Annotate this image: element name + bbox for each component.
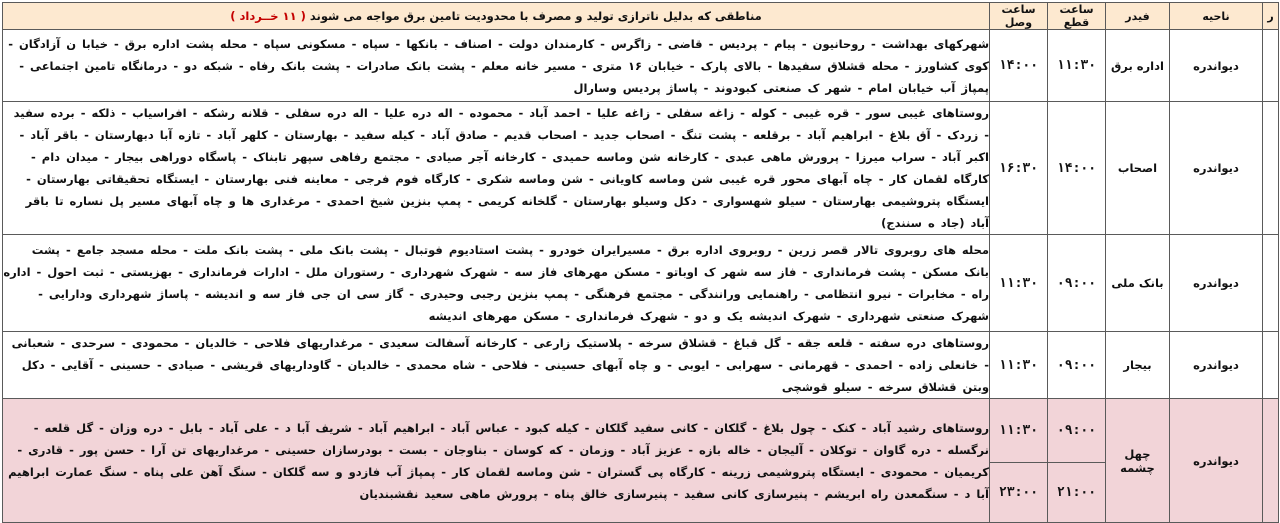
affected-areas-cell: روستاهای غیبی سور - قره غیبی - کوله - زاغه سفلی - زاغه علیا - احمد آباد - محموده - اله دره علیا - اله دره سفلی - قلانه رشکه - افراسیاب - ذلکه - برده سفید - زردک - آق بلاغ - ابراهیم آباد - برقلعه - پشت تنگ - اصحاب جدید - اصحاب قدیم - صادق آباد - کیله سفید - بهارستان - کلهر آباد - تازه آبا دبهارستان - باقر آباد - اکبر آباد - سراب میرزا - پرورش ماهی عبدی - کارخانه شن وماسه حمیدی - کارخانه آجر صیادی - مجتمع رفاهی سپهر تابناک - پاسگاه دوراهی بیجار - میدان دام - کارگاه لقمان کار - چاه آبهای محور قره غیبی شن وماسه کاویانی - شن وماسه شکری - کارگاه فوم فرجی - معاینه فنی بهارستان - ایستگاه تحقیقاتی بهارستان - ایستگاه پتروشیمی بهارستان - سیلو شهسواری - دکل وسیلو بهارستان - گلخانه کریمی - پمپ بنزین شیخ احمدی - مرغداری ها و چاه آبهای مسیر پل نساره تا باقر آباد (جاد ه سنندج) bbox=[3, 102, 990, 235]
cut-time-header: ساعت قطع bbox=[1048, 3, 1106, 30]
affected-areas-cell: محله های روبروی تالار قصر زرین - روبروی اداره برق - مسیرایران خودرو - پشت استادیوم فوتبال - پشت بانک ملی - پشت بانک ملت - محله مسجد جامع - پشت بانک مسکن - پشت فرمانداری - فاز سه شهر ک اوباتو - مسکن مهرهای فاز سه - شهرک شهرداری - رستوران ملل - ادارات فرمانداری - بهزیستی - ثبت احول - اداره راه - مخابرات - نیرو انتظامی - راهنمایی ورانندگی - مجتمع فرهنگی - پمپ بنزین رجبی وحیدری - گاز سی ان جی فاز سه و اندیشه - پاساژ شهرداری ودارایی - شهرک صنعتی شهرداری - شهرک اندیشه یک و دو - شهرک فرمانداری - مسکن مهرهای اندیشه bbox=[3, 235, 990, 332]
affected-areas-cell: روستاهای دره سفته - قلعه جقه - گل قباغ - قشلاق سرخه - پلاستیک زارعی - کارخانه آسفالت سعیدی - مرغداریهای فلاحی - خالدیان - محمودی - سرحدی - شعبانی - خانعلی زاده - احمدی - قهرمانی - سهرابی - ایوبی - و چاه آبهای حسینی - فلاحی - شاه محمدی - خالدیان - گاوداریهای قریشی - صیادی - حسینی - آقایی - دکل وبتن قشلاق سرخه - سیلو قوشچی bbox=[3, 332, 990, 399]
row-number-cell bbox=[1263, 30, 1279, 102]
area-cell: دیواندره bbox=[1170, 399, 1263, 523]
cut-time-cell: ۰۹:۰۰ bbox=[1048, 235, 1106, 332]
row-number-cell bbox=[1263, 235, 1279, 332]
connect-time-cell: ۱۴:۰۰ bbox=[990, 30, 1048, 102]
table-row bbox=[3, 399, 1279, 463]
cut-time-cell: ۱۴:۰۰ bbox=[1048, 102, 1106, 235]
cut-time-cell: ۰۹:۰۰ bbox=[1048, 332, 1106, 399]
affected-areas-cell: روستاهای رشید آباد - کنک - چول بلاغ - گلکان - کانی سفید گلکان - کیله کبود - عباس آباد - ابراهیم آباد - شریف آبا د - علی آباد - بابل - دره وزان - گل قلعه - نرگسله - دره گاوان - توکلان - آلیجان - خاله بازه - عزیز آباد - وزمان - که کوسان - بناوجان - بست - بودرسازان حسینی - مرغداریهای تن آرا - حسن پور - قادری - کریمیان - محمودی - ایستگاه پتروشیمی زرینه - کارگاه پی گستران - شن وماسه لقمان کار - پمپاژ آب فازدو و سه گلکان - سنگ آهن علی پناه - سنگ عمارت ابراهیم آبا د - سنگمعدن راه ابریشم - پنیرسازی کانی سفید - پنیرسازی خالق پناه - پرورش ماهی سعید نقشبندیان bbox=[3, 399, 990, 523]
area-cell: دیواندره bbox=[1170, 30, 1263, 102]
connect-time-cell: ۱۱:۳۰ bbox=[990, 332, 1048, 399]
feeder-cell: اداره برق bbox=[1106, 30, 1170, 102]
table-row bbox=[3, 332, 1279, 399]
cut-time-cell: ۲۱:۰۰ bbox=[1048, 463, 1106, 523]
area-cell: دیواندره bbox=[1170, 235, 1263, 332]
affected-areas-cell: شهرکهای بهداشت - روحانیون - پیام - پردیس - قاضی - زاگرس - کارمندان دولت - اصناف - بانکها - سپاه - مسکونی سپاه - محله پشت اداره برق - خیابا ن آزادگان - کوی کشاورز - محله قشلاق سفیدها - بالای پارک - خیابان ۱۶ متری - مسیر خانه معلم - پشت بانک صادرات - پشت بانک رفاه - شبکه دو - درمانگاه تامین اجتماعی - پمپاژ آب خیابان امام - شهر ک صنعتی کبودوند - پاساژ پردیس وسارال bbox=[3, 30, 990, 102]
row-number-cell bbox=[1263, 102, 1279, 235]
header-row bbox=[3, 3, 1279, 30]
area-cell: دیواندره bbox=[1170, 102, 1263, 235]
area-cell: دیواندره bbox=[1170, 332, 1263, 399]
row-number-header: ر bbox=[1263, 3, 1279, 30]
table-title-main: مناطقی که بدلیل ناترازی تولید و مصرف با محدودیت تامین برق مواجه می شوند bbox=[309, 9, 762, 23]
table-title bbox=[3, 3, 990, 30]
connect-time-cell: ۱۱:۳۰ bbox=[990, 399, 1048, 463]
table-row bbox=[3, 30, 1279, 102]
outage-schedule-table bbox=[2, 2, 1279, 523]
connect-time-header: ساعت وصل bbox=[990, 3, 1048, 30]
connect-time-cell: ۱۶:۳۰ bbox=[990, 102, 1048, 235]
feeder-cell: بانک ملی bbox=[1106, 235, 1170, 332]
feeder-cell: چهل چشمه bbox=[1106, 399, 1170, 523]
connect-time-cell: ۲۳:۰۰ bbox=[990, 463, 1048, 523]
feeder-cell: بیجار bbox=[1106, 332, 1170, 399]
cut-time-cell: ۰۹:۰۰ bbox=[1048, 399, 1106, 463]
feeder-header: فیدر bbox=[1106, 3, 1170, 30]
table-row bbox=[3, 235, 1279, 332]
table-title-date: ( ۱۱ خــرداد ) bbox=[230, 9, 306, 23]
row-number-cell bbox=[1263, 332, 1279, 399]
table-row bbox=[3, 102, 1279, 235]
connect-time-cell: ۱۱:۳۰ bbox=[990, 235, 1048, 332]
area-header: ناحیه bbox=[1170, 3, 1263, 30]
feeder-cell: اصحاب bbox=[1106, 102, 1170, 235]
cut-time-cell: ۱۱:۳۰ bbox=[1048, 30, 1106, 102]
